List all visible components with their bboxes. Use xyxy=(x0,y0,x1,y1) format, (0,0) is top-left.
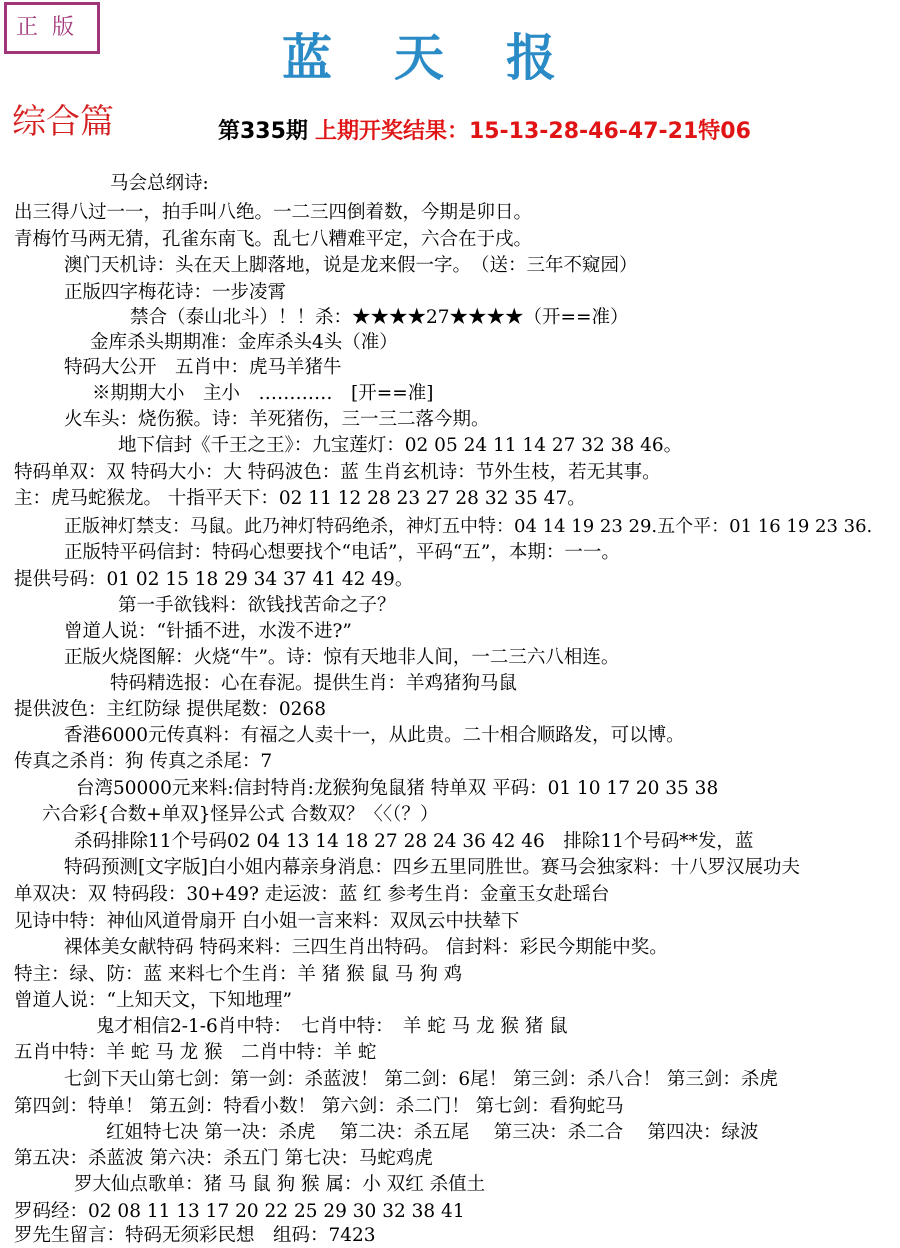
text-line: 罗先生留言：特码无须彩民想 组码：7423 xyxy=(14,1225,376,1246)
text-line: 单双决：双 特码段：30+49? 走运波：蓝 红 参考生肖：金童玉女赴瑶台 xyxy=(14,884,610,905)
text-line: 罗码经：02 08 11 13 17 20 22 25 29 30 32 38 41 xyxy=(14,1201,465,1222)
text-line: 特码精选报：心在春泥。提供生肖：羊鸡猪狗马鼠 xyxy=(110,673,518,694)
text-line: 曾道人说：“上知天文，下知地理” xyxy=(14,990,292,1011)
text-line: 提供波色：主红防绿 提供尾数：0268 xyxy=(14,699,326,720)
text-line: 金库杀头期期准：金库杀头4头（准） xyxy=(90,332,398,353)
text-line: 见诗中特：神仙风道骨扇开 白小姐一言来料：双凤云中扶辇下 xyxy=(14,911,520,932)
text-line: 罗大仙点歌单：猪 马 鼠 狗 猴 属：小 双红 杀值土 xyxy=(74,1174,486,1195)
text-line: 特主：绿、防：蓝 来料七个生肖：羊 猪 猴 鼠 马 狗 鸡 xyxy=(14,964,463,985)
text-line: 五肖中特：羊 蛇 马 龙 猴 二肖中特：羊 蛇 xyxy=(14,1042,377,1063)
text-line: 特码预测[文字版]白小姐内幕亲身消息：四乡五里同胜世。赛马会独家料：十八罗汉展功夫 xyxy=(64,857,800,878)
text-line: 特码单双：双 特码大小：大 特码波色：蓝 生肖玄机诗：节外生枝，若无其事。 xyxy=(14,462,661,483)
issue-header xyxy=(218,114,751,145)
text-line: 传真之杀肖：狗 传真之杀尾：7 xyxy=(14,751,273,772)
text-line: 香港6000元传真料：有福之人卖十一，从此贵。二十相合顺路发，可以博。 xyxy=(64,725,685,746)
text-line: 地下信封《千王之王》：九宝莲灯：02 05 24 11 14 27 32 38 46。 xyxy=(118,435,683,456)
text-line: 火车头：烧伤猴。诗：羊死猪伤，三一三二落今期。 xyxy=(64,409,490,430)
text-line: 正版特平码信封：特码心想要找个“电话”，平码“五”，本期：一一。 xyxy=(64,542,620,563)
text-line: 第四剑：特单！ 第五剑：特看小数！ 第六剑：杀二门！ 第七剑：看狗蛇马 xyxy=(14,1096,624,1117)
text-line: 杀码排除11个号码02 04 13 14 18 27 28 24 36 42 46 排除11个号码**发，蓝 xyxy=(74,831,754,852)
text-line: 六合彩{合数+单双}怪异公式 合数双？〈〈（？） xyxy=(42,804,439,825)
text-line: 台湾50000元来料:信封特肖:龙猴狗兔鼠猪 特单双 平码：01 10 17 20 35 38 xyxy=(76,778,719,799)
text-line: 青梅竹马两无猜，孔雀东南飞。乱七八糟难平定，六合在于戌。 xyxy=(14,229,533,250)
text-line: 出三得八过一一，拍手叫八绝。一二三四倒着数，今期是卯日。 xyxy=(14,202,533,223)
issue-number: 第335期 xyxy=(218,119,308,144)
text-line: 鬼才相信2-1-6肖中特： 七肖中特： 羊 蛇 马 龙 猴 猪 鼠 xyxy=(96,1016,568,1037)
text-line: 第一手欲钱料：欲钱找苦命之子？ xyxy=(118,595,396,616)
text-line: 七剑下天山第七剑：第一剑：杀蓝波！ 第二剑：6尾！ 第三剑：杀八合！ 第三剑：杀虎 xyxy=(64,1069,778,1090)
text-line: 正版火烧图解：火烧“牛”。诗：惊有天地非人间，一二三六八相连。 xyxy=(64,647,620,668)
text-line: 第五决：杀蓝波 第六决：杀五门 第七决：马蛇鸡虎 xyxy=(14,1148,433,1169)
section-title: 综合篇 xyxy=(12,102,114,142)
text-line: 马会总纲诗: xyxy=(110,173,209,194)
text-line: 裸体美女献特码 特码来料：三四生肖出特码。 信封料：彩民今期能中奖。 xyxy=(64,937,668,958)
text-line: 禁合（泰山北斗）！！杀：★★★★27★★★★（开==准） xyxy=(130,307,629,328)
last-draw-result: 上期开奖结果：15-13-28-46-47-21特06 xyxy=(314,119,751,144)
authentic-badge: 正版 xyxy=(4,2,100,54)
text-line: 澳门天机诗：头在天上脚落地，说是龙来假一字。 （送：三年不窥园） xyxy=(64,255,638,276)
text-line: 正版神灯禁支：马鼠。此乃神灯特码绝杀，神灯五中特：04 14 19 23 29.五个平：01 16 19 23 36. xyxy=(64,516,873,537)
text-line: 红姐特七决 第一决：杀虎 第二决：杀五尾 第三决：杀二合 第四决：绿波 xyxy=(106,1122,759,1143)
text-line: 正版四字梅花诗：一步凌霄 xyxy=(64,282,287,303)
text-line: 特码大公开 五肖中：虎马羊猪牛 xyxy=(64,357,342,378)
text-line: 提供号码：01 02 15 18 29 34 37 41 42 49。 xyxy=(14,569,414,590)
newspaper-title: 蓝天报 xyxy=(282,28,618,87)
text-line: ※期期大小 主小 ………… [开==准] xyxy=(92,383,434,404)
text-line: 曾道人说：“针插不进，水泼不进?” xyxy=(64,621,352,642)
text-line: 主：虎马蛇猴龙。 十指平天下：02 11 12 28 23 27 28 32 35 47。 xyxy=(14,488,586,509)
